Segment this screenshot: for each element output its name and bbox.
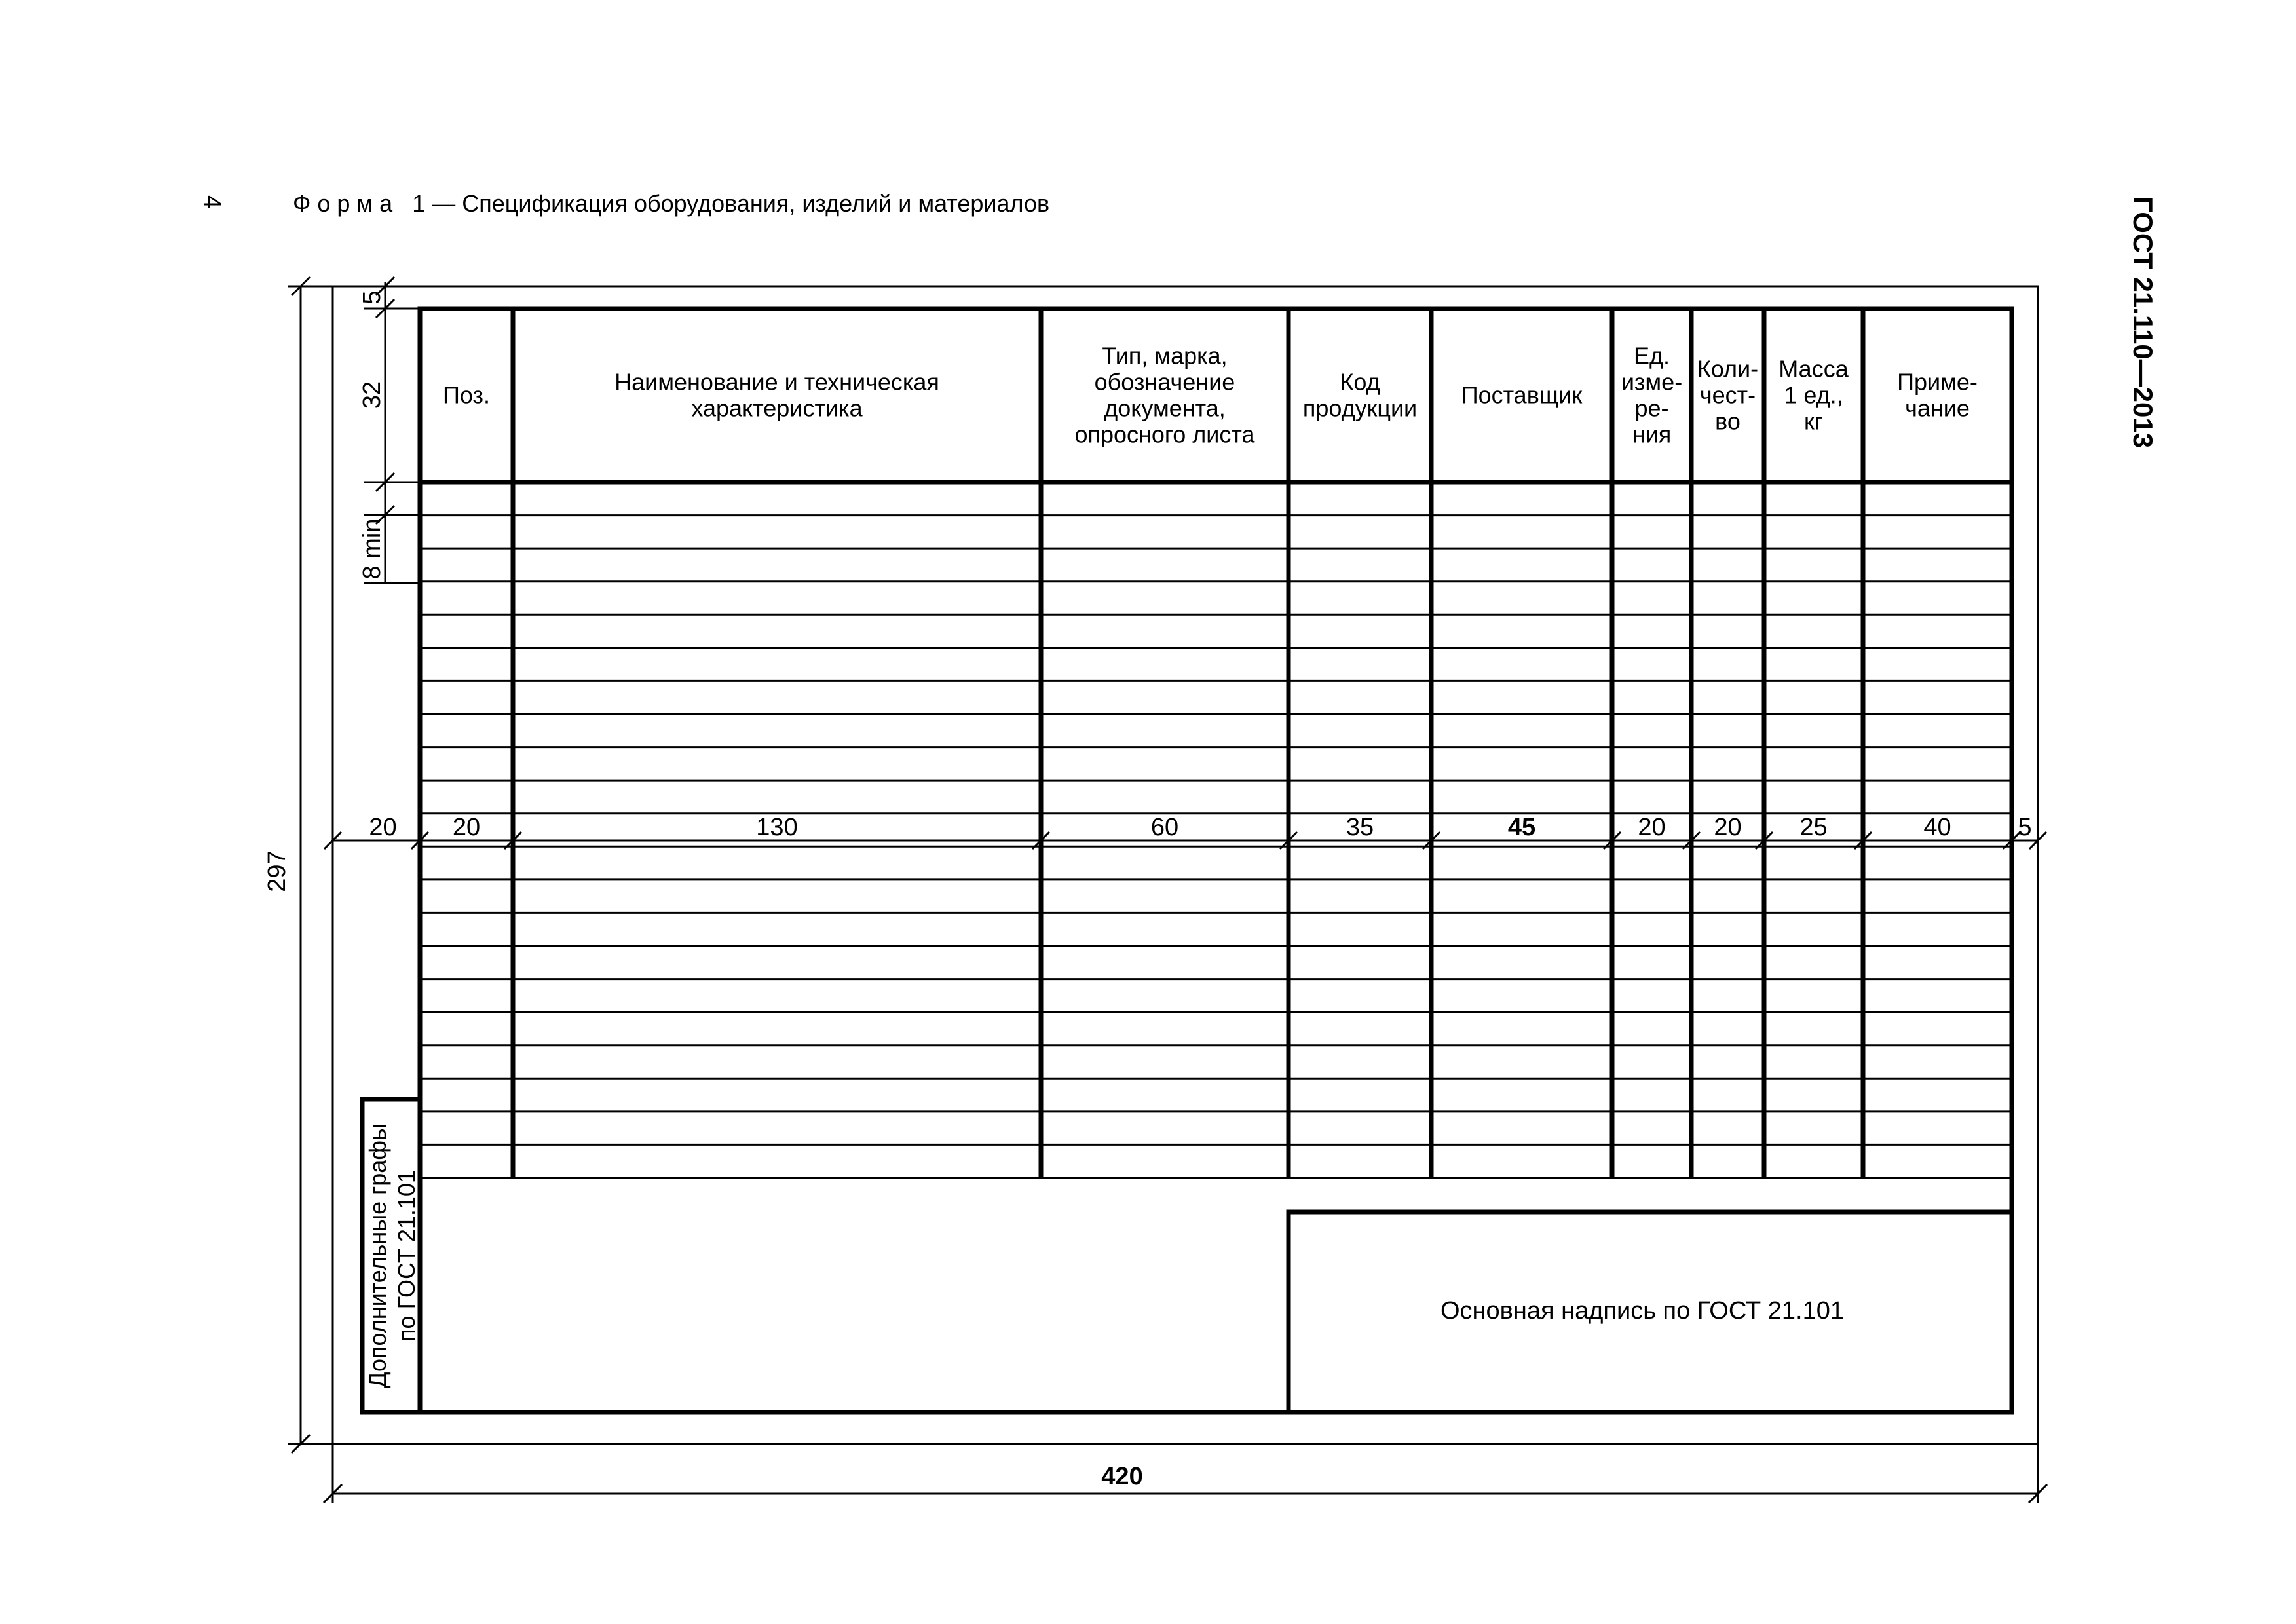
column-header-code: Код [1340, 368, 1380, 396]
column-header-unit: Ед. [1633, 342, 1670, 369]
table-header [443, 343, 1978, 448]
dim-column-width-supplier: 45 [1507, 814, 1536, 841]
table-body-rows [420, 516, 2012, 1178]
column-header-mass: 1 ед., [1784, 381, 1843, 409]
column-header-name: Наименование и техническая [614, 368, 939, 396]
column-header-code: продукции [1302, 394, 1418, 422]
dim-total-height: 297 [263, 850, 291, 892]
dim-top-margin: 5 [358, 290, 386, 305]
dim-column-width-pos: 20 [452, 814, 481, 841]
column-header-pos: Поз. [443, 381, 490, 409]
dim-column-width-qty: 20 [1714, 814, 1742, 841]
column-header-mass: Масса [1778, 355, 1849, 383]
dim-total-width: 420 [1101, 1463, 1143, 1490]
dim-left-margin: 20 [369, 814, 397, 841]
column-header-type: Тип, марка, [1102, 342, 1228, 369]
standard-designation: ГОСТ 21.110—2013 [2128, 197, 2158, 449]
title-block-label: Основная надпись по ГОСТ 21.101 [1440, 1297, 1845, 1325]
column-header-unit: изме- [1621, 368, 1683, 396]
dim-column-width-note: 40 [1923, 814, 1951, 841]
dim-column-width-name: 130 [756, 814, 798, 841]
additional-columns-label-line2: по ГОСТ 21.101 [393, 1170, 420, 1342]
dim-column-width-unit: 20 [1638, 814, 1666, 841]
sheet-outline [333, 286, 2038, 1444]
column-header-supplier: Поставщик [1461, 381, 1583, 409]
dim-right-margin: 5 [2018, 814, 2032, 841]
column-header-mass: кг [1804, 407, 1823, 435]
additional-columns-label-line1: Дополнительные графы [364, 1124, 391, 1388]
column-header-qty: чест- [1699, 381, 1756, 409]
column-width-dimensions [324, 814, 2046, 849]
form-title: Ф о р м а 1 — Спецификация оборудования, изделий и материалов [293, 190, 1050, 217]
dim-column-width-type: 60 [1150, 814, 1179, 841]
column-header-name: характеристика [691, 394, 863, 422]
column-header-qty: Коли- [1697, 355, 1759, 383]
dim-row-height: 8 min [358, 518, 386, 580]
column-header-unit: ния [1632, 421, 1672, 448]
dim-column-width-mass: 25 [1799, 814, 1828, 841]
dim-header-height: 32 [358, 381, 386, 409]
column-header-note: Приме- [1897, 368, 1978, 396]
dim-column-width-code: 35 [1346, 814, 1374, 841]
page-number: 4 [199, 195, 226, 209]
column-header-unit: ре- [1634, 394, 1669, 422]
column-header-type: документа, [1104, 394, 1226, 422]
drawing-frame [420, 309, 2012, 1412]
column-header-type: опросного листа [1074, 421, 1255, 448]
column-header-note: чание [1905, 394, 1970, 422]
column-header-qty: во [1715, 407, 1741, 435]
column-header-type: обозначение [1094, 368, 1235, 396]
